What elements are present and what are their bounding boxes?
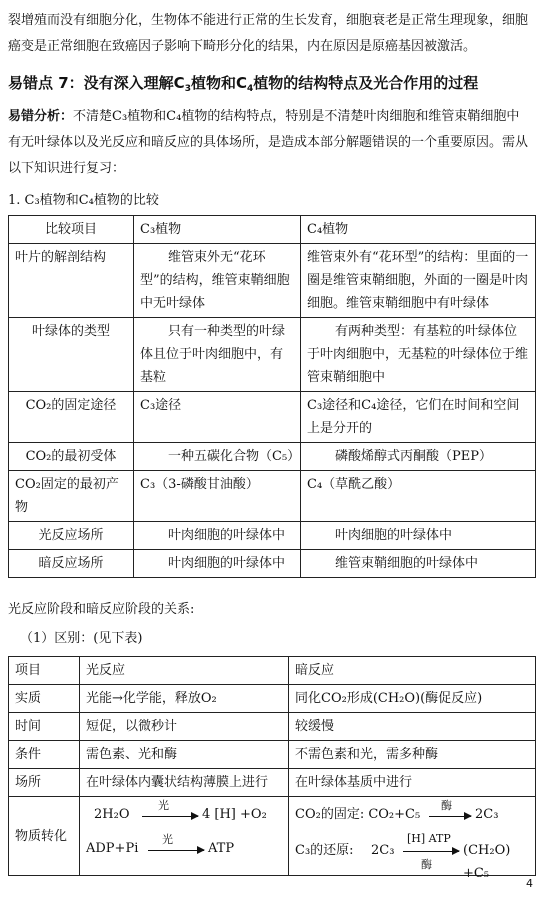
table1-row: [9, 318, 536, 392]
dark-f2-right: (CH₂O) +C₅: [463, 843, 511, 881]
c3-c4-comparison-table: [8, 215, 536, 578]
light-f2-right: ATP: [208, 841, 235, 856]
right-arrow-icon: [148, 850, 204, 851]
table2-cell: 不需色素和光，需多种酶: [289, 741, 536, 769]
point7-label: 易错点 7：: [8, 74, 84, 92]
table2-header-cell: 项目: [9, 657, 80, 685]
table1-cell: 叶绿体的类型: [9, 318, 134, 392]
table1-row: [9, 443, 536, 471]
table1-cell: 叶肉细胞的叶绿体中: [301, 522, 536, 550]
table2-cell: 时间: [9, 713, 80, 741]
table2-row: [9, 741, 536, 769]
light-f1-left: 2H₂O: [94, 807, 130, 822]
table1-cell: C₃途径: [134, 392, 301, 443]
table1-cell: 维管束外有“花环型”的结构：里面的一圈是维管束鞘细胞，外面的一圈是叶肉细胞。维管束鞘细胞中有叶绿体: [301, 244, 536, 318]
right-arrow-icon: [142, 816, 198, 817]
relation-heading: 光反应阶段和暗反应阶段的关系:: [8, 602, 195, 617]
table1-cell: C₄（草酰乙酸）: [301, 471, 536, 522]
table2-cell: 光能→化学能，释放O₂: [80, 685, 289, 713]
table2-cell: 较缓慢: [289, 713, 536, 741]
dark-f2-prefix: C₃的还原:: [295, 843, 354, 858]
table1-cell: CO₂的固定途径: [9, 392, 134, 443]
table1-header-cell: C₄植物: [301, 216, 536, 244]
table1-cell: CO₂固定的最初产物: [9, 471, 134, 522]
table1-cell: 叶肉细胞的叶绿体中: [134, 522, 301, 550]
table1-row: [9, 471, 536, 522]
table2-header-cell: 光反应: [80, 657, 289, 685]
table1-header-row: [9, 216, 536, 244]
table2-cell: 场所: [9, 769, 80, 797]
intro-line-2: 癌变是正常细胞在致癌因子影响下畸形分化的结果，内在原因是原癌基因被激活。: [8, 39, 477, 54]
table2-cell: 在叶绿体基质中进行: [289, 769, 536, 797]
table2-header-cell: 暗反应: [289, 657, 536, 685]
table1-row: [9, 522, 536, 550]
table2-cell: 在叶绿体内囊状结构薄膜上进行: [80, 769, 289, 797]
table2-cell: 需色素、光和酶: [80, 741, 289, 769]
table1-cell: 暗反应场所: [9, 550, 134, 578]
point7-title-c: 植物的结构特点及光合作用的过程: [253, 74, 479, 92]
table2-cell: 同化CO₂形成(CH₂O)(酶促反应): [289, 685, 536, 713]
table1-cell: 只有一种类型的叶绿体且位于叶肉细胞中，有基粒: [134, 318, 301, 392]
table1-header-cell: C₃植物: [134, 216, 301, 244]
difference-heading: （1）区别：(见下表): [20, 631, 143, 646]
table1-header-cell: 比较项目: [9, 216, 134, 244]
table1-cell: 维管束鞘细胞的叶绿体中: [301, 550, 536, 578]
point7-title-a: 没有深入理解C: [83, 74, 185, 92]
table1-cell: 有两种类型：有基粒的叶绿体位于叶肉细胞中，无基粒的叶绿体位于维管束鞘细胞中: [301, 318, 536, 392]
point7-heading: [8, 70, 542, 102]
table2-row: [9, 797, 536, 876]
light-f2-arrow-label: 光: [162, 833, 173, 846]
light-f2-left: ADP+Pi: [86, 841, 139, 856]
dark-f2-left: 2C₃: [371, 843, 395, 858]
table1-cell: 叶片的解剖结构: [9, 244, 134, 318]
dark-f1-right: 2C₃: [475, 807, 499, 822]
analysis-text-1: 不清楚C₃植物和C₄植物的结构特点，特别是不清楚叶肉细胞和维管束鞘细胞中: [73, 109, 520, 124]
dark-f1-arrow-label: 酶: [441, 799, 452, 812]
table1-cell: C₃途径和C₄途径，它们在时间和空间上是分开的: [301, 392, 536, 443]
table2-row: [9, 685, 536, 713]
table1-cell: 一种五碳化合物（C₅）: [134, 443, 301, 471]
intro-line-1: 裂增殖而没有细胞分化，生物体不能进行正常的生长发育，细胞衰老是正常生理现象，细胞: [8, 13, 529, 28]
dark-reaction-formulas: [289, 797, 536, 881]
table2-cell: 物质转化: [9, 797, 80, 876]
dark-f2-top-label: [H] ATP: [407, 832, 451, 845]
dark-f1-left: CO₂的固定: CO₂+C₅: [295, 807, 421, 822]
dark-f2-bottom-label: 酶: [421, 858, 432, 871]
light-dark-reaction-table: [8, 656, 536, 881]
light-reaction-formulas: [80, 797, 289, 876]
analysis-line-1: [8, 104, 542, 130]
table1-cell: C₃（3-磷酸甘油酸）: [134, 471, 301, 522]
point7-title-sub2: 4: [246, 84, 254, 94]
table1-cell: 叶肉细胞的叶绿体中: [134, 550, 301, 578]
analysis-line-2: 有无叶绿体以及光反应和暗反应的具体场所，是造成本部分解题错误的一个重要原因。需从: [8, 135, 529, 150]
table2-cell: 条件: [9, 741, 80, 769]
page-number: 4: [526, 877, 533, 890]
analysis-line-3: 以下知识进行复习：: [8, 161, 126, 176]
point7-title-sub1: 3: [184, 84, 191, 94]
light-f1-arrow-label: 光: [158, 799, 169, 812]
right-arrow-icon: [429, 816, 471, 817]
point7-title-b: 植物和C: [190, 74, 247, 92]
analysis-label: 易错分析：: [8, 109, 74, 124]
table2-row: [9, 713, 536, 741]
table1-cell: CO₂的最初受体: [9, 443, 134, 471]
light-f1-right: 4 [H] +O₂: [202, 807, 267, 822]
table2-header-row: [9, 657, 536, 685]
table1-cell: 磷酸烯醇式丙酮酸（PEP）: [301, 443, 536, 471]
table2-row: [9, 769, 536, 797]
table1-row: [9, 550, 536, 578]
table1-cell: 光反应场所: [9, 522, 134, 550]
table2-cell: 短促，以微秒计: [80, 713, 289, 741]
right-arrow-icon: [403, 851, 459, 852]
table1-row: [9, 244, 536, 318]
table1-row: [9, 392, 536, 443]
section-1-heading: 1. C₃植物和C₄植物的比较: [8, 193, 159, 208]
table1-cell: 维管束外无“花环型”的结构，维管束鞘细胞中无叶绿体: [134, 244, 301, 318]
table2-cell: 实质: [9, 685, 80, 713]
